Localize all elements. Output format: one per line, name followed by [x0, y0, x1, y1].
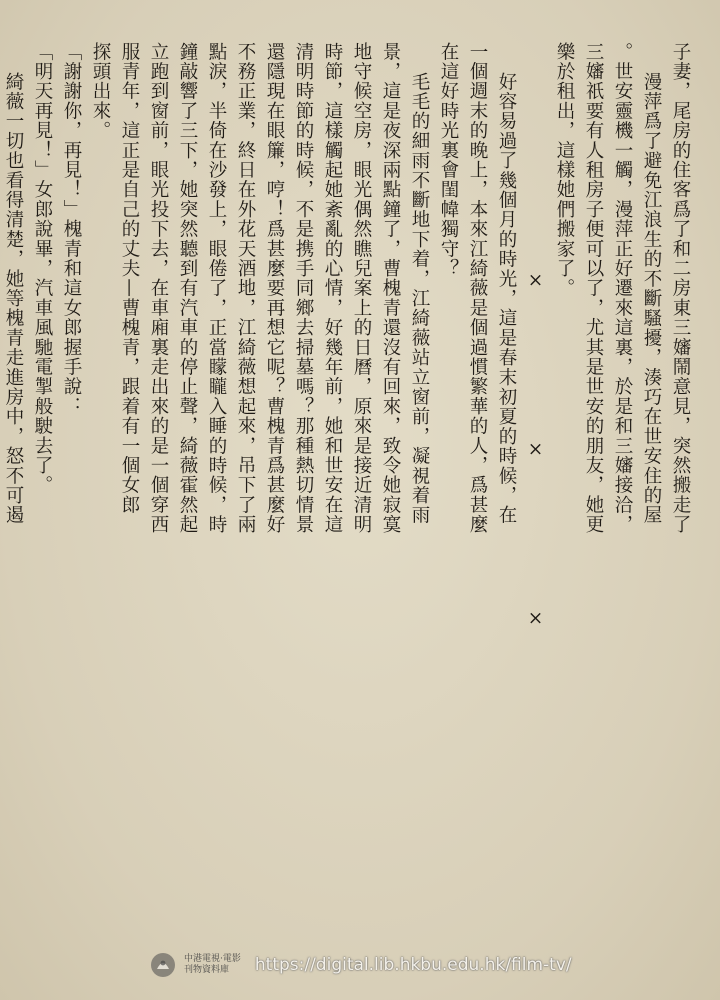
- text-line: 毛毛的細雨不斷地下着，江綺薇站立窗前，凝視着雨: [409, 71, 430, 525]
- text-line: 探頭出來。: [90, 42, 111, 141]
- text-line: 鐘敲響了三下，她突然聽到有汽車的停止聲，綺薇霍然起: [177, 42, 198, 535]
- library-watermark: [150, 948, 670, 982]
- watermark-url: https://digital.lib.hkbu.edu.hk/film-tv/: [254, 955, 572, 975]
- text-line: 地守候空房，眼光偶然瞧兒案上的日曆，原來是接近清明: [351, 42, 372, 535]
- text-line: 子妻，尾房的住客爲了和二房東三嬸鬧意見，突然搬走了: [670, 42, 691, 535]
- text-line: 不務正業，終日在外花天酒地，江綺薇想起來，吊下了兩: [235, 42, 256, 535]
- text-line: 。世安靈機一觸，漫萍正好遷來這裏，於是和三嬸接洽，: [612, 42, 633, 535]
- text-line: 樂於租出，這樣她們搬家了。: [554, 42, 575, 299]
- library-logo-icon: [150, 952, 176, 978]
- text-line: 時節，這樣觸起她紊亂的心情，好幾年前，她和世安在這: [322, 42, 343, 535]
- watermark-org-line2: 刊物資料庫: [184, 965, 230, 975]
- text-line: 立跑到窗前，眼光投下去，在車廂裏走出來的是一個穿西: [148, 42, 169, 535]
- text-line: 好容易過了幾個月的時光，這是春末初夏的時候，在: [496, 71, 517, 525]
- text-line: 三嬸祇要有人租房子便可以了，尤其是世安的朋友，她更: [583, 42, 604, 535]
- text-line: 服青年，這正是自己的丈夫—曹槐青，跟着有一個女郎: [119, 42, 140, 515]
- watermark-org-line1: 中港電視·電影: [184, 954, 241, 964]
- text-line: 綺薇一切也看得清楚，她等槐青走進房中，怒不可遏: [3, 71, 24, 525]
- text-line: 清明時節的時候，不是携手同鄉去掃墓嗎？那種熱切情景: [293, 42, 314, 535]
- text-line: 還隱現在眼簾，哼！爲甚麼要再想它呢？曹槐青爲甚麼好: [264, 42, 285, 535]
- text-line: 一個週末的晚上，本來江綺薇是個過慣繁華的人，爲甚麼: [467, 42, 488, 535]
- watermark-org-name: [184, 954, 241, 976]
- section-separator: × × ×: [525, 270, 546, 694]
- text-line: 漫萍爲了避免江浪生的不斷騷擾，湊巧在世安住的屋: [641, 71, 662, 525]
- dialogue-line: 「明天再見！」女郎說畢，汽車風馳電掣般駛去了。: [32, 42, 53, 496]
- text-line: 景，這是夜深兩點鐘了，曹槐青還沒有回來，致令她寂寞: [380, 42, 401, 535]
- text-line: 點淚，半倚在沙發上，眼倦了，正當矇矓入睡的時候，時: [206, 42, 227, 535]
- body-text: [3, 42, 695, 922]
- text-line: 在這好時光裏會閨幃獨守？: [438, 42, 459, 279]
- dialogue-line: 「謝謝你，再見！」槐青和這女郎握手說：: [61, 42, 82, 417]
